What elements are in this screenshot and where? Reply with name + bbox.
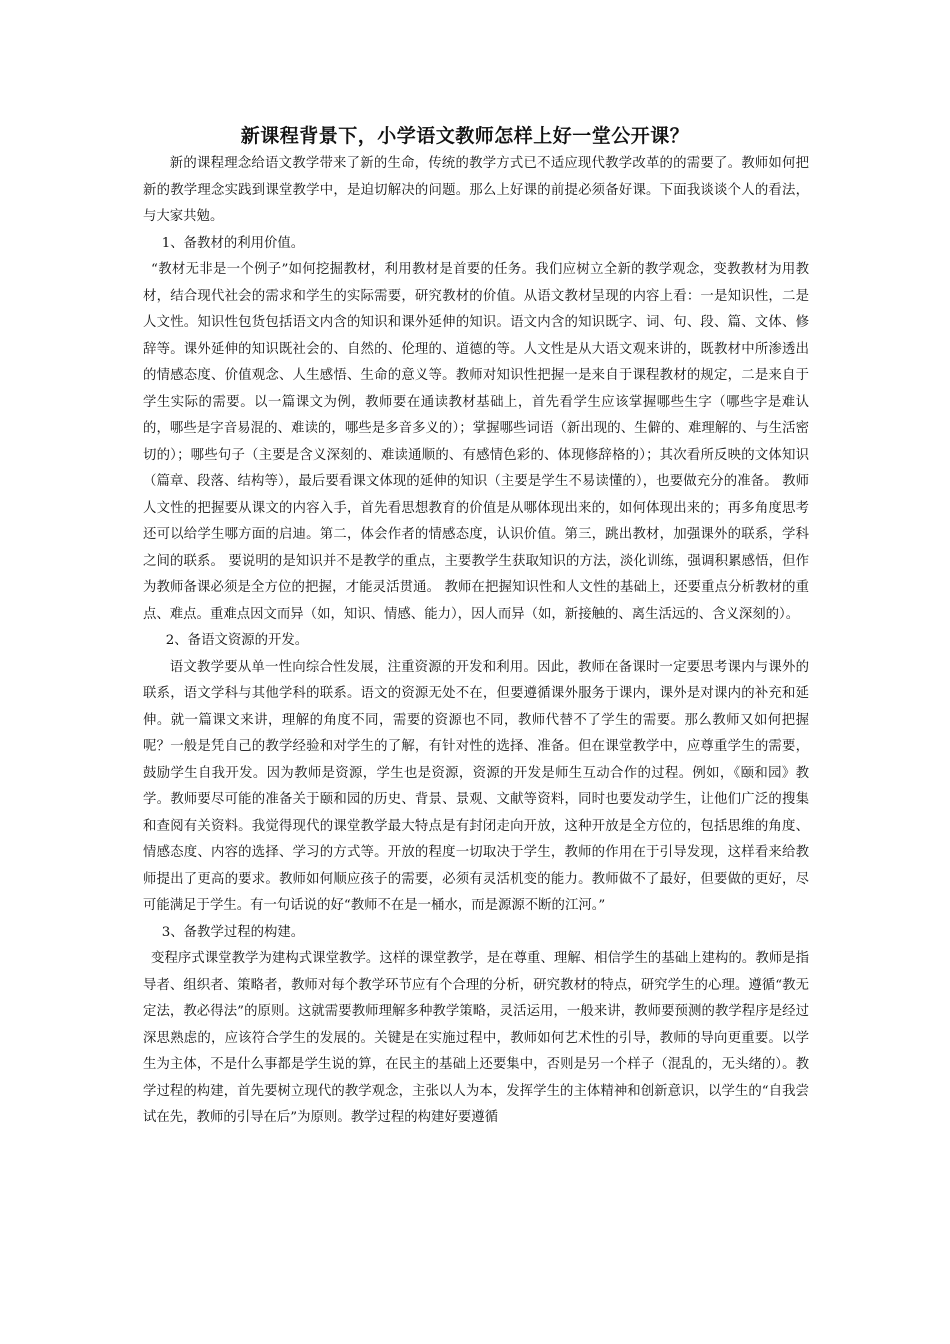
section-paragraph-3: 变程序式课堂教学为建构式课堂教学。这样的课堂教学，是在尊重、理解、相信学生的基础上建构的。教师是指导者、组织者、策略者，教师对每个教学环节应有个合理的分析，研究教材的特点，研究学生的心理。遵循“教无定法，教必得法”的原则。这就需要教师理解多种教学策略，灵活运用，一般来讲，教师要预测的教学程序是经过深思熟虑的，应该符合学生的发展的。关键是在实施过程中，教师如何艺术性的引导，教师的导向更重要。以学生为主体，不是什么事都是学生说的算，在民主的基础上还要集中，否则是另一个样子（混乱的，无头绪的）。教学过程的构建，首先要树立现代的教学观念，主张以人为本，发挥学生的主体精神和创新意识，以学生的“自我尝试在先，教师的引导在后”为原则。教学过程的构建好要遵循 [143, 951, 809, 1125]
section-paragraph-1: “教材无非是一个例子”如何挖掘教材，利用教材是首要的任务。我们应树立全新的教学观念，变教教材为用教材，结合现代社会的需求和学生的实际需要，研究教材的价值。从语文教材呈现的内容上看：一是知识性，二是人文性。知识性包货包括语文内含的知识和课外延伸的知识。语文内含的知识既字、词、句、段、篇、文体、修辞等。课外延伸的知识既社会的、自然的、伦理的、道德的等。人文性是从大语文观来讲的，既教材中所渗透出的情感态度、价值观念、人生感悟、生命的意义等。教师对知识性把握一是来自于课程教材的规定，二是来自于学生实际的需要。以一篇课文为例，教师要在通读教材基础上，首先看学生应该掌握哪些生字（哪些字是难认的，哪些是字音易混的、难读的，哪些是多音多义的）；掌握哪些词语（新出现的、生僻的、难理解的、与生活密切的）；哪些句子（主要是含义深刻的、难读通顺的、有感情色彩的、体现修辞格的）；其次看所反映的文体知识（篇章、段落、结构等），最后要看课文体现的延伸的知识（主要是学生不易读懂的），也要做充分的准备。 教师人文性的把握要从课文的内容入手，首先看思想教育的价值是从哪体现出来的，如何体现出来的；再多角度思考还可以给学生哪方面的启迪。第二，体会作者的情感态度，认识价值。第三，跳出教材，加强课外的联系，学科之间的联系。 要说明的是知识并不是教学的重点，主要教学生获取知识的方法，淡化训练，强调积累感悟，但作为教师备课必须是全方位的把握，才能灵活贯通。 教师在把握知识性和人文性的基础上，还要重点分析教材的重点、难点。重难点因文而异（如，知识、情感、能力），因人而异（如，新接触的、离生活远的、含义深刻的）。 [143, 262, 809, 622]
document-body [143, 151, 809, 1132]
document-title: 新课程背景下，小学语文教师怎样上好一堂公开课？ [240, 125, 690, 147]
section-paragraph-2: 语文教学要从单一性向综合性发展，注重资源的开发和利用。因此，教师在备课时一定要思考课内与课外的联系，语文学科与其他学科的联系。语文的资源无处不在，但要遵循课外服务于课内，课外是对课内的补充和延伸。就一篇课文来讲，理解的角度不同，需要的资源也不同，教师代替不了学生的需要。那么教师又如何把握呢？一般是凭自己的教学经验和对学生的了解，有针对性的选择、准备。但在课堂教学中，应尊重学生的需要，鼓励学生自我开发。因为教师是资源，学生也是资源，资源的开发是师生互动合作的过程。例如，《颐和园》教学。教师要尽可能的准备关于颐和园的历史、背景、景观、文献等资料，同时也要发动学生，让他们广泛的搜集和查阅有关资料。我觉得现代的课堂教学最大特点是有封闭走向开放，这种开放是全方位的，包括思维的角度、情感态度、内容的选择、学习的方式等。开放的程度一切取决于学生，教师的作用在于引导发现，这样看来给教师提出了更高的要求。教师如何顺应孩子的需要，必须有灵活机变的能力。教师做不了最好，但要做的更好，尽可能满足于学生。有一句话说的好“教师不在是一桶水，而是源源不断的江河。” [143, 659, 809, 913]
section-heading-3: 3、备教学过程的构建。 [161, 924, 305, 940]
section-heading-2: 2、备语文资源的开发。 [165, 633, 309, 648]
intro-paragraph: 新的课程理念给语文教学带来了新的生命，传统的教学方式已不适应现代教学改革的的需要了。教师如何把新的教学理念实践到课堂教学中，是迫切解决的问题。那么上好课的前提必须备好课。下面我谈谈个人的看法，与大家共勉。 [143, 156, 809, 224]
section-heading-1: 1、备教材的利用价值。 [161, 235, 305, 251]
